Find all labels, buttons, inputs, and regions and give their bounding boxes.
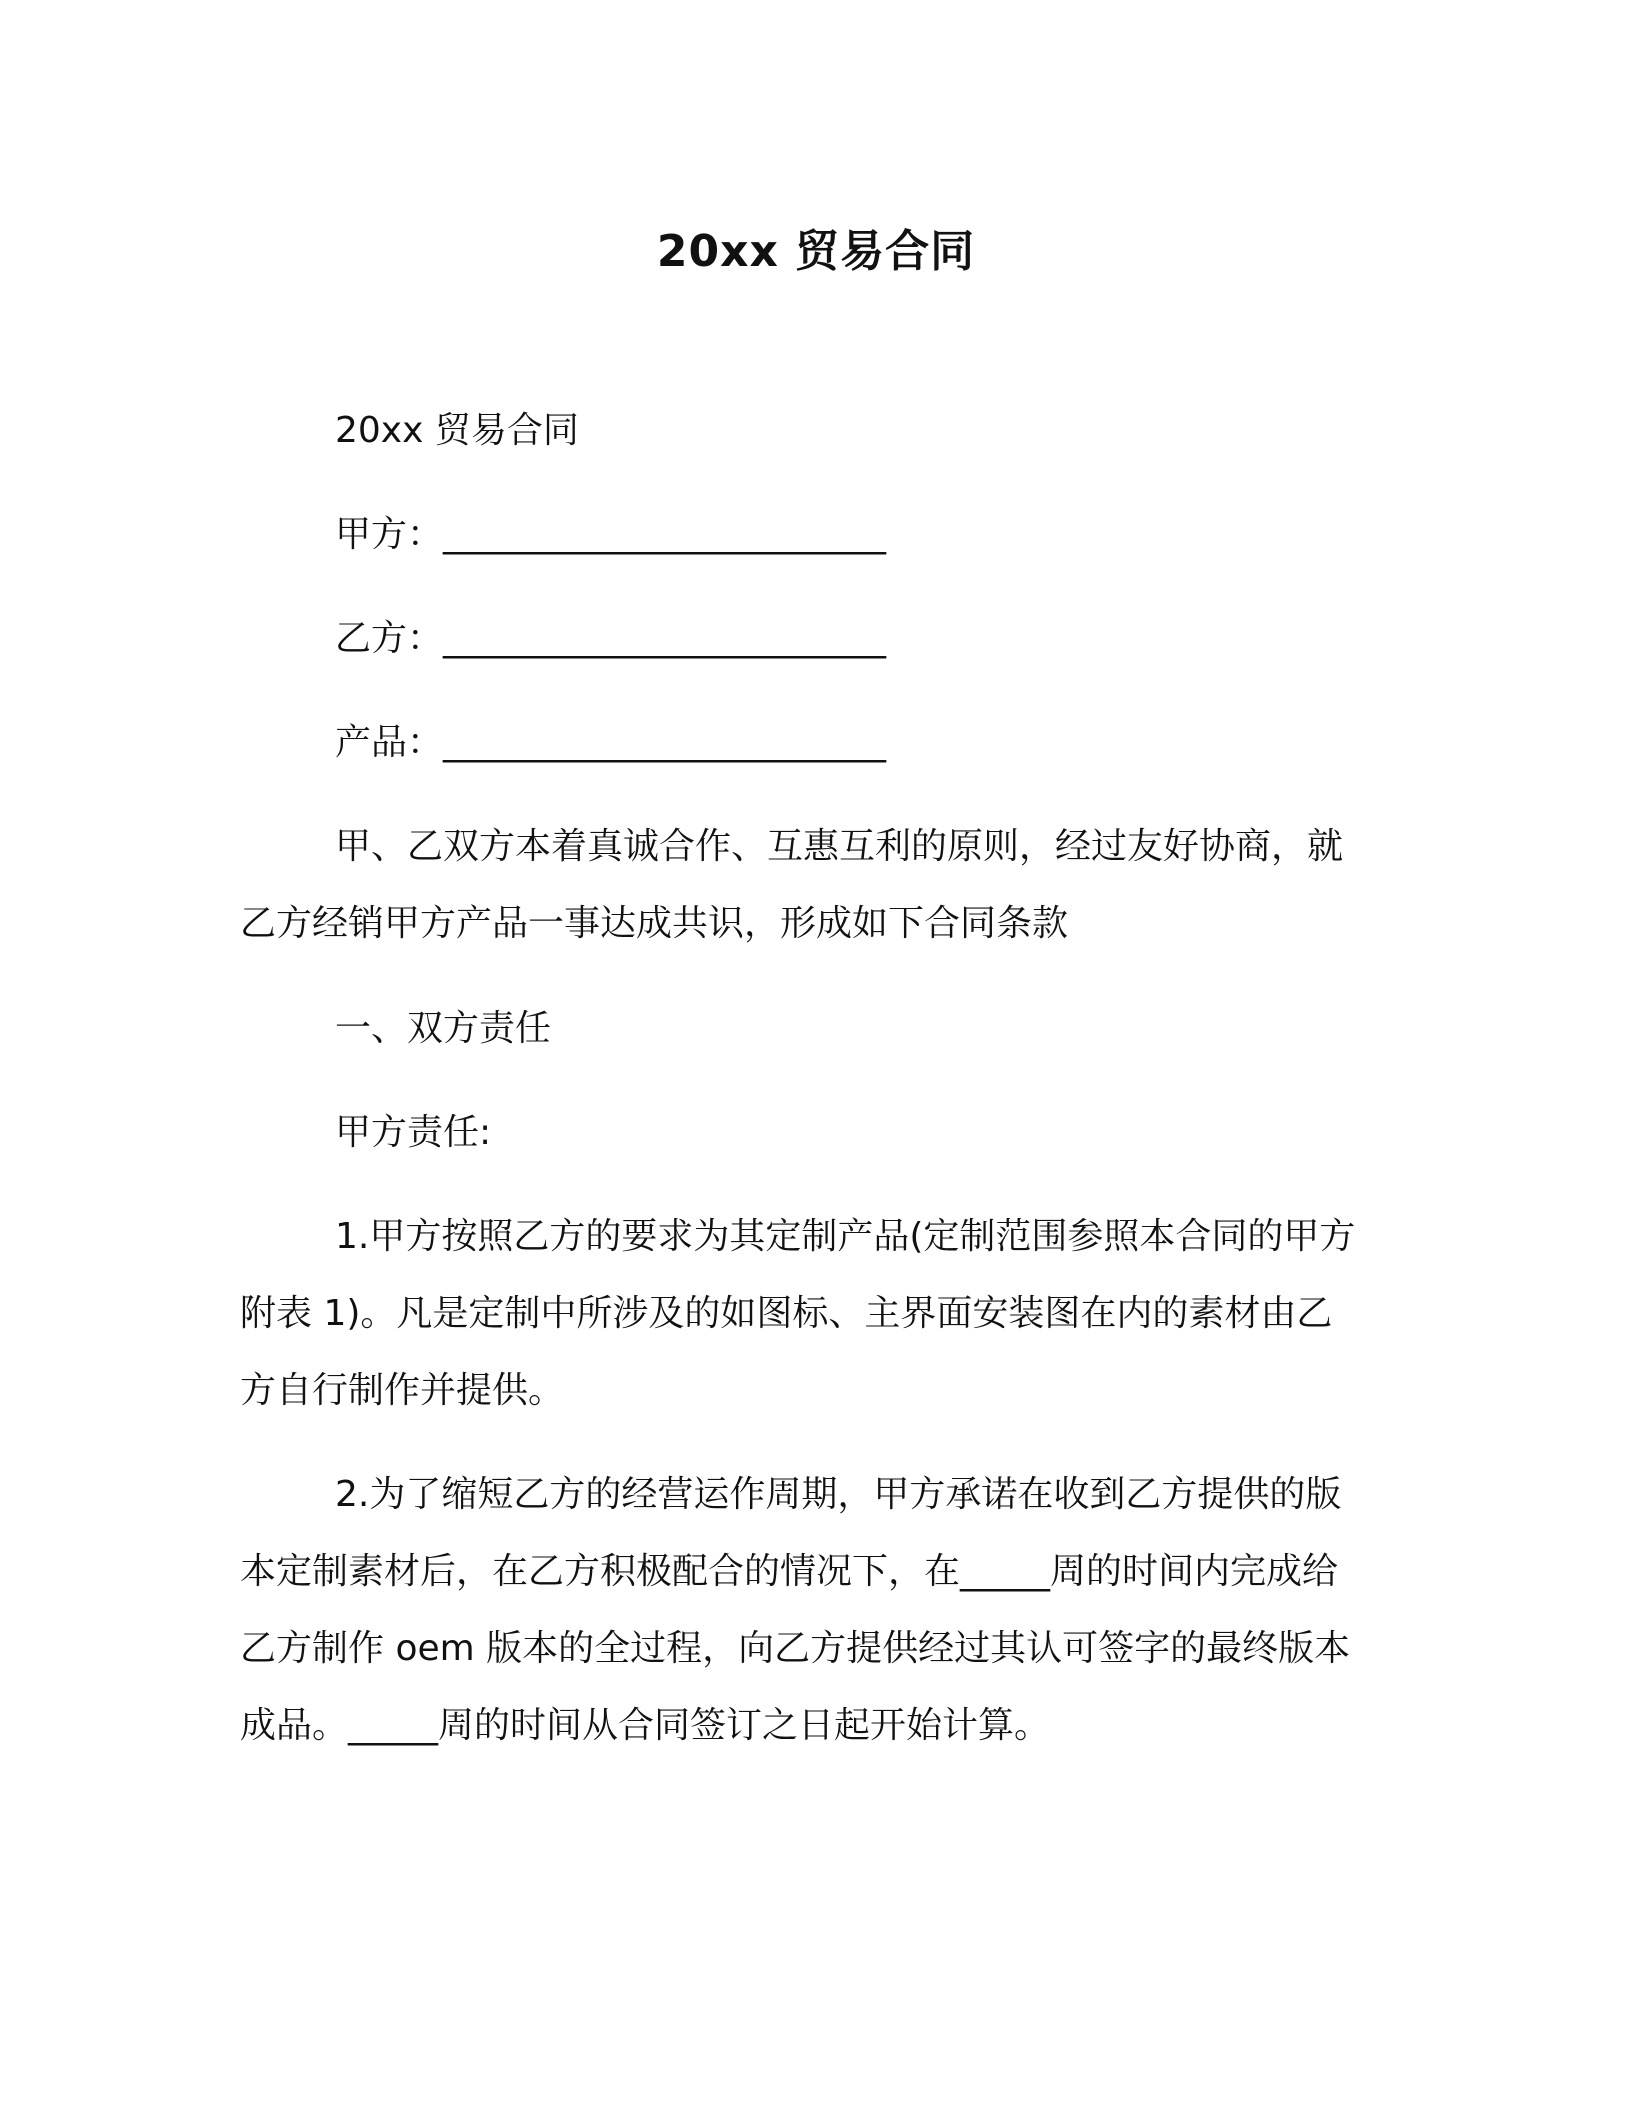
field-party-a-label: 甲方： — [335, 514, 444, 555]
item-1-line-2: 附表 1)。凡是定制中所涉及的如图标、主界面安装图在内的素材由乙 — [240, 1293, 1333, 1334]
party-a-resp-block — [240, 1094, 1400, 1171]
intro-line-1: 甲、乙双方本着真诚合作、互惠互利的原则，经过友好协商，就 — [335, 826, 1344, 867]
document-title: 20xx 贸易合同 — [656, 226, 976, 277]
field-party-a-blank: __________________________ — [443, 514, 886, 555]
field-party-b-blank: __________________________ — [443, 618, 886, 659]
intro-line-2: 乙方经销甲方产品一事达成共识，形成如下合同条款 — [240, 903, 1069, 944]
item-1-line-1: 1.甲方按照乙方的要求为其定制产品(定制范围参照本合同的甲方 — [335, 1216, 1356, 1257]
party-b-block — [240, 600, 1400, 677]
party-fields — [240, 496, 1400, 573]
item-2-line-4: 成品。_____周的时间从合同签订之日起开始计算。 — [240, 1705, 1051, 1746]
item-2-line-2: 本定制素材后，在乙方积极配合的情况下，在_____周的时间内完成给 — [240, 1551, 1339, 1592]
party-a-responsibility-heading: 甲方责任: — [335, 1112, 492, 1153]
section-1-block — [240, 990, 1400, 1067]
field-party-b-label: 乙方： — [335, 618, 444, 659]
item-2-line-3: 乙方制作 oem 版本的全过程，向乙方提供经过其认可签字的最终版本 — [240, 1628, 1351, 1669]
field-product — [240, 704, 1400, 781]
intro-paragraph — [240, 808, 1400, 962]
item-1-paragraph — [240, 1198, 1400, 1429]
item-2-line-1: 2.为了缩短乙方的经营运作周期，甲方承诺在收到乙方提供的版 — [335, 1474, 1342, 1515]
product-block — [240, 704, 1400, 781]
field-party-a — [240, 496, 1400, 573]
section-heading: 一、双方责任 — [335, 1008, 552, 1049]
subtitle: 20xx 贸易合同 — [335, 410, 579, 451]
field-party-b — [240, 600, 1400, 677]
item-2-paragraph — [240, 1456, 1400, 1764]
item-1-line-3: 方自行制作并提供。 — [240, 1370, 565, 1411]
field-product-label: 产品： — [335, 722, 444, 763]
document-header-block — [240, 392, 1400, 469]
field-product-blank: __________________________ — [443, 722, 886, 763]
